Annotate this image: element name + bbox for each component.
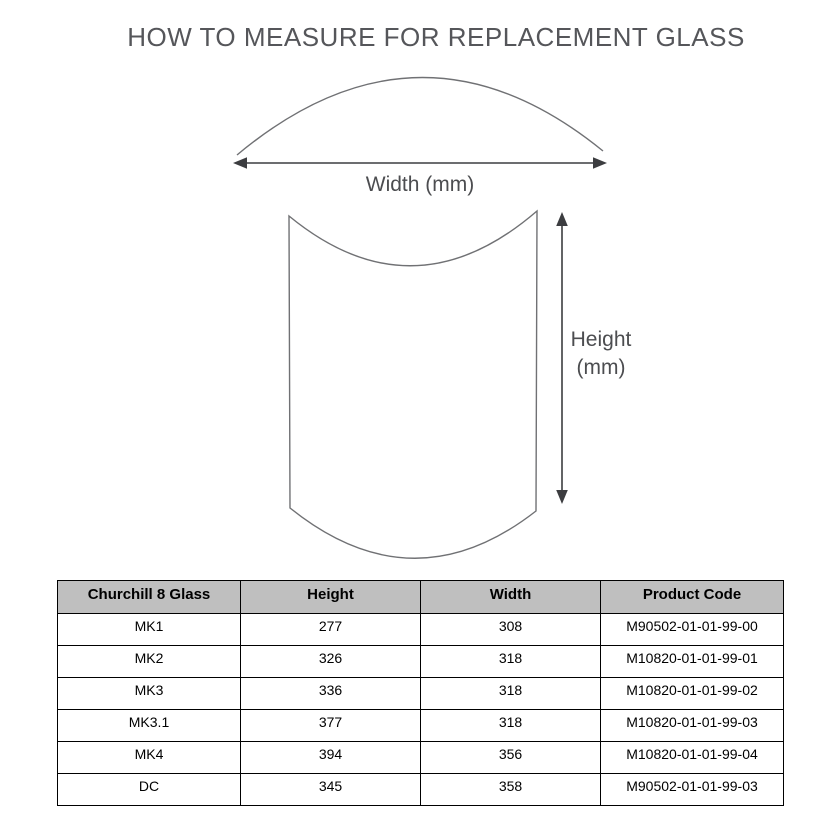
- column-header-width: Width: [421, 581, 601, 614]
- cell-width: 318: [421, 710, 601, 742]
- cell-product-code: M10820-01-01-99-04: [601, 742, 784, 774]
- table-row: [58, 742, 784, 774]
- height-arrow-top-head-icon: [556, 212, 568, 226]
- cell-product-code: M90502-01-01-99-03: [601, 774, 784, 806]
- glass-size-table: [57, 580, 784, 806]
- cell-height: 394: [241, 742, 421, 774]
- table-row: [58, 614, 784, 646]
- width-arrow-left-head-icon: [233, 157, 247, 169]
- height-dimension-arrow: [556, 212, 568, 504]
- table-row: [58, 710, 784, 742]
- cell-model: MK2: [58, 646, 241, 678]
- cell-height: 345: [241, 774, 421, 806]
- table-header-row: [58, 581, 784, 614]
- glass-panel-outline: [289, 211, 537, 558]
- cell-model: MK3: [58, 678, 241, 710]
- table-row: [58, 774, 784, 806]
- table-row: [58, 678, 784, 710]
- cell-model: MK4: [58, 742, 241, 774]
- cell-width: 318: [421, 646, 601, 678]
- cell-product-code: M10820-01-01-99-01: [601, 646, 784, 678]
- cell-height: 377: [241, 710, 421, 742]
- cell-product-code: M10820-01-01-99-03: [601, 710, 784, 742]
- cell-width: 358: [421, 774, 601, 806]
- cell-product-code: M90502-01-01-99-00: [601, 614, 784, 646]
- width-label: Width (mm): [365, 173, 475, 196]
- cell-height: 336: [241, 678, 421, 710]
- cell-width: 356: [421, 742, 601, 774]
- height-label-line2: (mm): [576, 356, 626, 379]
- column-header-glass-model: Churchill 8 Glass: [58, 581, 241, 614]
- cell-product-code: M10820-01-01-99-02: [601, 678, 784, 710]
- height-arrow-bottom-head-icon: [556, 490, 568, 504]
- table-row: [58, 646, 784, 678]
- cell-model: MK3.1: [58, 710, 241, 742]
- cell-model: DC: [58, 774, 241, 806]
- column-header-product-code: Product Code: [601, 581, 784, 614]
- column-header-height: Height: [241, 581, 421, 614]
- cell-model: MK1: [58, 614, 241, 646]
- glass-top-arc: [237, 77, 603, 155]
- cell-height: 326: [241, 646, 421, 678]
- cell-width: 318: [421, 678, 601, 710]
- cell-width: 308: [421, 614, 601, 646]
- height-label-line1: Height: [570, 328, 632, 351]
- cell-height: 277: [241, 614, 421, 646]
- width-dimension-arrow: [233, 157, 607, 169]
- width-arrow-right-head-icon: [593, 157, 607, 169]
- page-title: HOW TO MEASURE FOR REPLACEMENT GLASS: [127, 22, 745, 52]
